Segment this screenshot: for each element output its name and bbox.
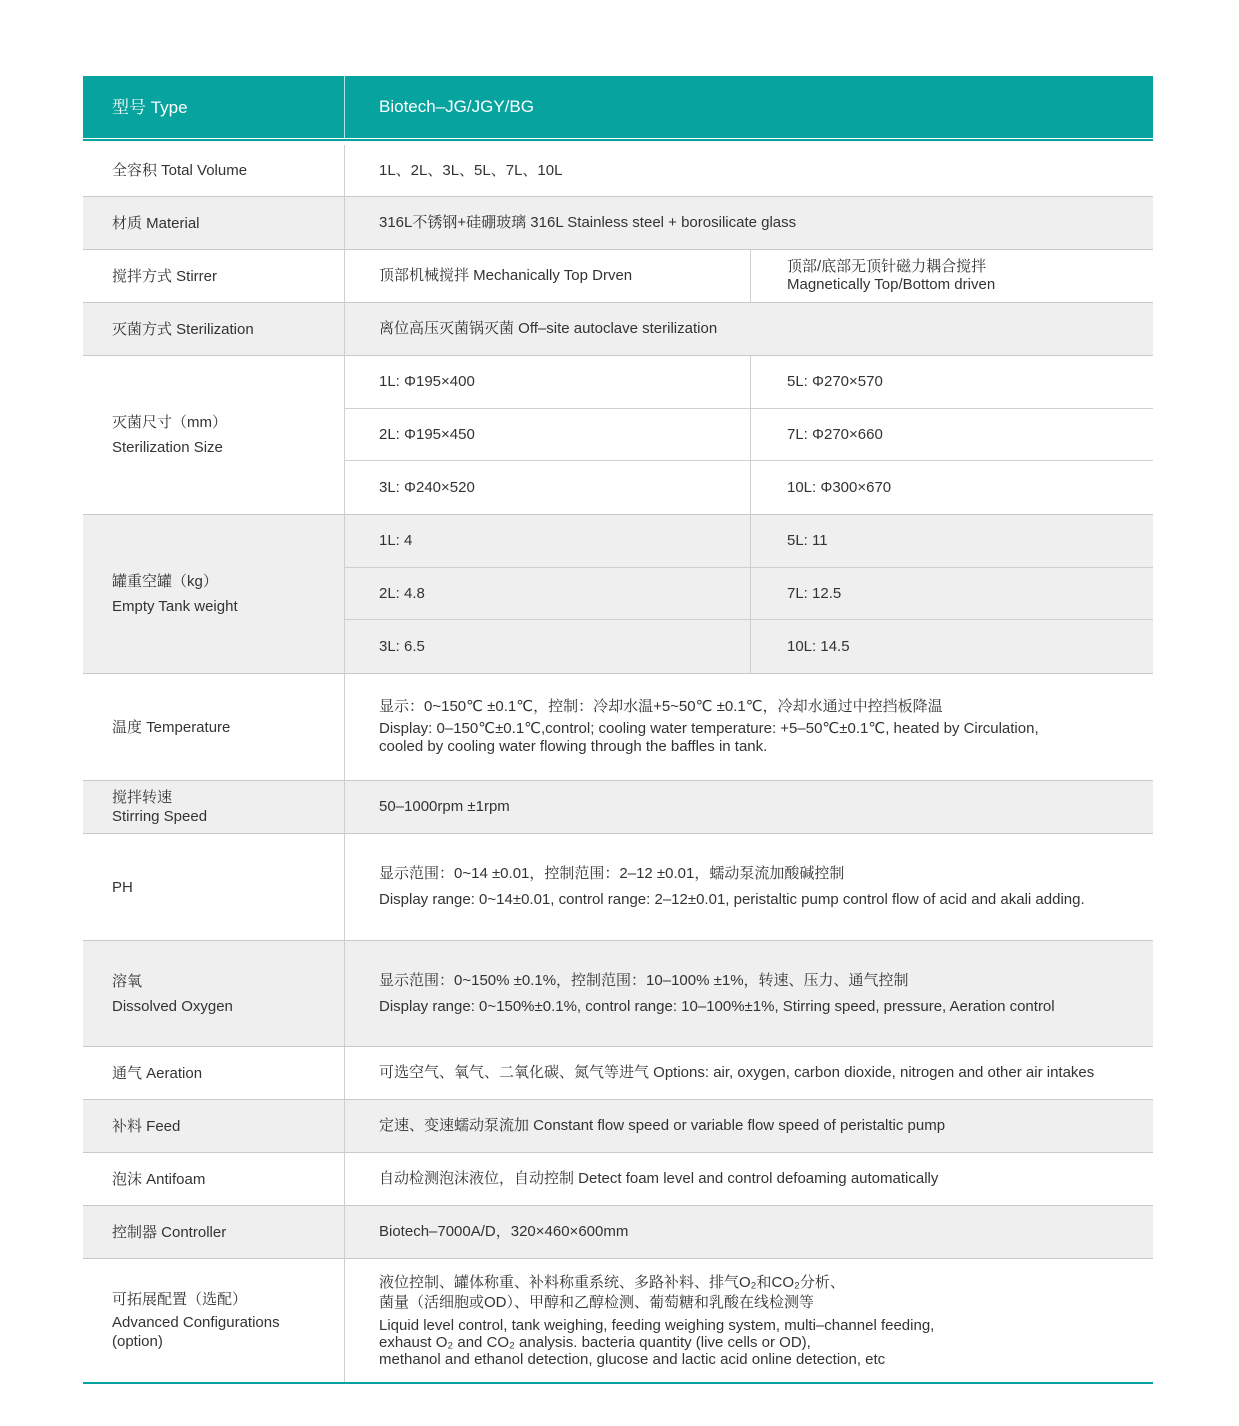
size-cell: 10L: Φ300×670 xyxy=(787,479,892,497)
grid-row xyxy=(345,568,1153,621)
stirrer-magnetic-cn: 顶部/底部无顶针磁力耦合搅拌 xyxy=(787,258,987,275)
row-label: 泡沫 Antifoam xyxy=(83,1153,345,1205)
weight-cell: 2L: 4.8 xyxy=(345,568,751,620)
ph-line-cn: 显示范围：0~14 ±0.01，控制范围：2–12 ±0.01，蠕动泵流加酸碱控制 xyxy=(379,865,845,882)
temp-line-en2: cooled by cooling water flowing through the baffles in tank. xyxy=(379,738,768,755)
row-total-volume xyxy=(83,145,1153,197)
row-label: 控制器 Controller xyxy=(83,1206,345,1258)
row-label: 材质 Material xyxy=(83,197,345,249)
header-label: 型号 Type xyxy=(83,76,345,138)
label-cn: 搅拌转速 xyxy=(112,789,173,806)
weight-cell: 7L: 12.5 xyxy=(787,585,842,602)
label-cn: 罐重空罐（kg） xyxy=(112,573,218,590)
weight-cell: 3L: 6.5 xyxy=(345,620,751,673)
stirrer-mechanical: 顶部机械搅拌 Mechanically Top Drven xyxy=(345,250,751,302)
row-antifoam xyxy=(83,1153,1153,1206)
row-label xyxy=(83,1259,345,1382)
label-en: Empty Tank weight xyxy=(112,598,238,615)
grid-row xyxy=(345,356,1153,409)
row-value xyxy=(345,941,1153,1046)
row-label: 搅拌方式 Stirrer xyxy=(83,250,345,302)
row-label xyxy=(83,941,345,1046)
adv-line-cn2: 菌量（活细胞或OD）、甲醇和乙醇检测、葡萄糖和乳酸在线检测等 xyxy=(379,1293,815,1311)
row-value: Biotech–7000A/D，320×460×600mm xyxy=(379,1223,629,1240)
adv-line-en3: methanol and ethanol detection, glucose and lactic acid online detection, etc xyxy=(379,1350,886,1368)
row-value: 离位高压灭菌锅灭菌 Off–site autoclave sterilization xyxy=(379,320,718,337)
label-en: Stirring Speed xyxy=(112,808,208,825)
header-row xyxy=(83,76,1153,138)
size-cell: 5L: Φ270×570 xyxy=(787,373,883,391)
row-label xyxy=(83,356,345,514)
size-cell: 3L: Φ240×520 xyxy=(345,461,751,514)
adv-line-cn1: 液位控制、罐体称重、补料称重系统、多路补料、排气O₂和CO₂分析、 xyxy=(379,1273,845,1291)
row-stirrer xyxy=(83,250,1153,303)
size-grid xyxy=(345,356,1153,514)
stirrer-magnetic xyxy=(751,250,1153,302)
row-dissolved-oxygen xyxy=(83,941,1153,1047)
row-label xyxy=(83,781,345,833)
weight-cell: 1L: 4 xyxy=(345,515,751,567)
ph-line-en: Display range: 0~14±0.01, control range: 2–12±0.01, peristaltic pump control flow of acid and akali adding. xyxy=(379,891,1085,908)
row-value: 定速、变速蠕动泵流加 Constant flow speed or variable flow speed of peristaltic pump xyxy=(379,1117,946,1134)
row-label: 全容积 Total Volume xyxy=(83,145,345,196)
size-cell: 1L: Φ195×400 xyxy=(345,356,751,408)
label-cn: 溶氧 xyxy=(112,972,143,990)
adv-line-en1: Liquid level control, tank weighing, feeding weighing system, multi–channel feeding, xyxy=(379,1316,935,1334)
label-en: Sterilization Size xyxy=(112,439,223,456)
spec-table xyxy=(83,76,1153,1384)
label-en-option: (option) xyxy=(112,1333,163,1350)
row-value: 316L不锈钢+硅硼玻璃 316L Stainless steel + borosilicate glass xyxy=(379,214,797,231)
temp-line-en1: Display: 0–150℃±0.1℃,control; cooling water temperature: +5–50℃±0.1℃, heated by Circulation, xyxy=(379,720,1039,737)
row-label: 补料 Feed xyxy=(83,1100,345,1152)
row-temperature xyxy=(83,674,1153,781)
row-value: 50–1000rpm ±1rpm xyxy=(379,798,510,815)
row-sterilization-size xyxy=(83,356,1153,515)
weight-grid xyxy=(345,515,1153,673)
grid-row xyxy=(345,515,1153,568)
row-value xyxy=(345,834,1153,940)
label-cn: 灭菌尺寸（mm） xyxy=(112,414,227,431)
row-tank-weight xyxy=(83,515,1153,674)
row-material xyxy=(83,197,1153,250)
row-sterilization xyxy=(83,303,1153,356)
temp-line-cn: 显示：0~150℃ ±0.1℃，控制：冷却水温+5~50℃ ±0.1℃，冷却水通过中控挡板降温 xyxy=(379,698,943,715)
grid-row xyxy=(345,461,1153,514)
row-value xyxy=(345,1259,1153,1382)
table-bottom-line xyxy=(83,1382,1153,1384)
row-label xyxy=(83,515,345,673)
header-underline xyxy=(83,139,1153,141)
header-value: Biotech–JG/JGY/BG xyxy=(379,97,534,116)
size-cell: 7L: Φ270×660 xyxy=(787,426,883,443)
stirrer-values xyxy=(345,250,1153,302)
row-value: 1L、2L、3L、5L、7L、10L xyxy=(379,161,563,179)
do-line-cn: 显示范围：0~150% ±0.1%，控制范围：10–100% ±1%，转速、压力、通气控制 xyxy=(379,971,909,989)
row-value xyxy=(345,674,1153,780)
row-label: PH xyxy=(83,834,345,940)
adv-line-en2: exhaust O₂ and CO₂ analysis. bacteria quantity (live cells or OD), xyxy=(379,1333,811,1351)
label-en: Dissolved Oxygen xyxy=(112,997,233,1015)
row-ph xyxy=(83,834,1153,941)
do-line-en: Display range: 0~150%±0.1%, control range: 10–100%±1%, Stirring speed, pressure, Aeration control xyxy=(379,997,1055,1015)
row-value: 可选空气、氧气、二氧化碳、氮气等进气 Options: air, oxygen, carbon dioxide, nitrogen and other air intakes xyxy=(379,1064,1095,1081)
label-cn: 可拓展配置（选配） xyxy=(112,1291,248,1308)
row-controller xyxy=(83,1206,1153,1259)
row-feed xyxy=(83,1100,1153,1153)
size-cell: 2L: Φ195×450 xyxy=(345,409,751,461)
row-stirring-speed xyxy=(83,781,1153,834)
weight-cell: 5L: 11 xyxy=(787,532,828,550)
row-label: 温度 Temperature xyxy=(83,674,345,780)
row-advanced-config xyxy=(83,1259,1153,1382)
stirrer-magnetic-en: Magnetically Top/Bottom driven xyxy=(787,276,996,293)
row-label: 通气 Aeration xyxy=(83,1047,345,1099)
row-label: 灭菌方式 Sterilization xyxy=(83,303,345,355)
weight-cell: 10L: 14.5 xyxy=(787,638,850,656)
label-en: Advanced Configurations xyxy=(112,1314,280,1331)
row-value: 自动检测泡沫液位，自动控制 Detect foam level and control defoaming automatically xyxy=(379,1170,939,1187)
grid-row xyxy=(345,409,1153,462)
grid-row xyxy=(345,620,1153,673)
row-aeration xyxy=(83,1047,1153,1100)
